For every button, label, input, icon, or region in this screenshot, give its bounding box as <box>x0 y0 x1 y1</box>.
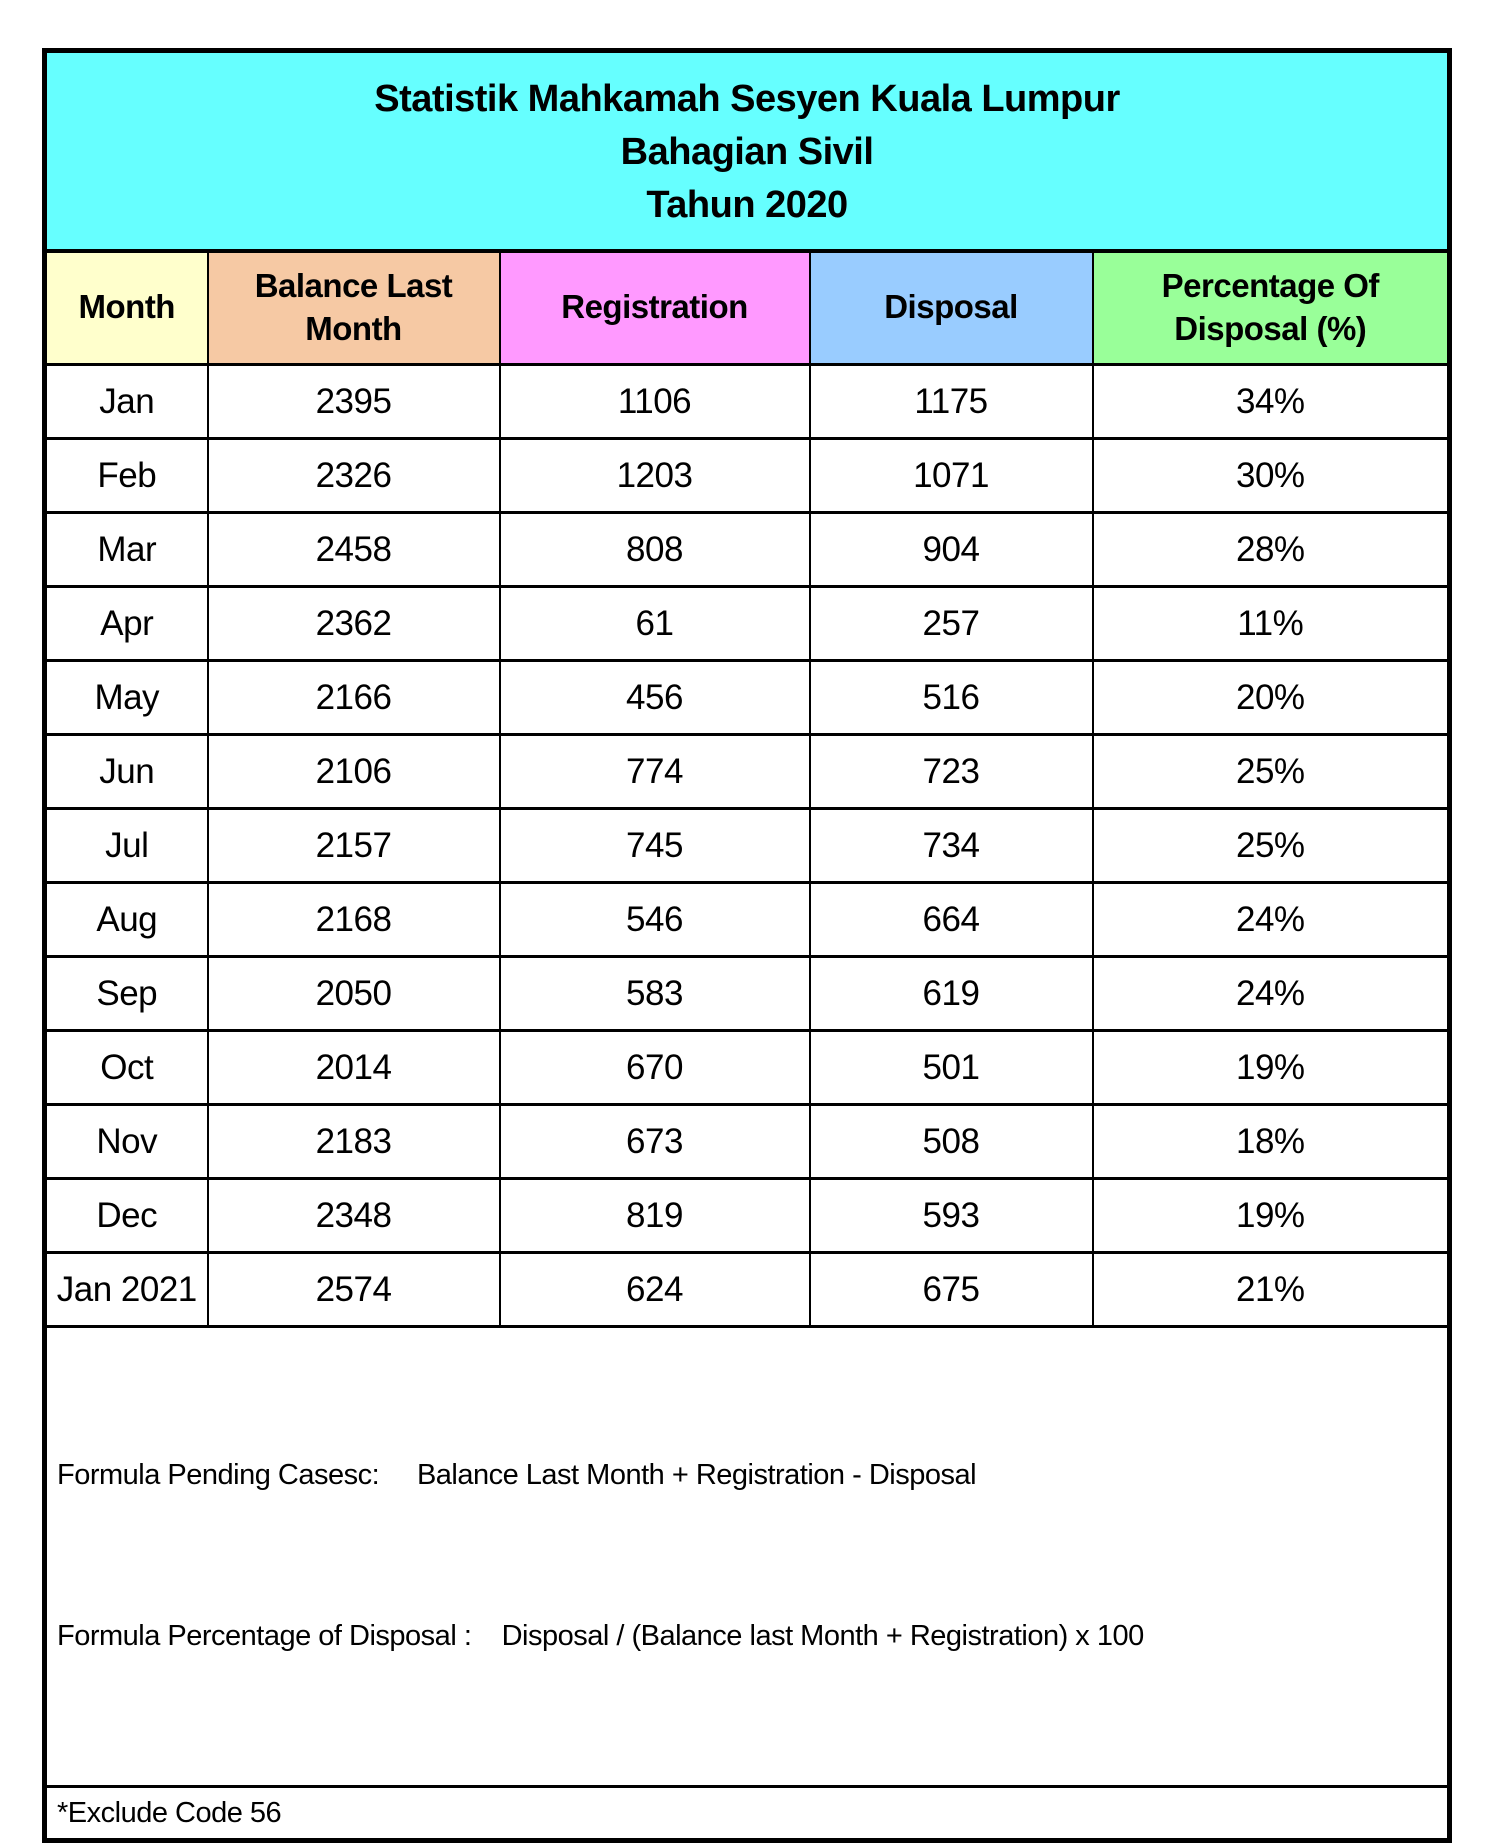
cell-percentage: 28% <box>1093 513 1450 587</box>
cell-registration: 624 <box>500 1253 810 1327</box>
cell-disposal: 664 <box>810 883 1093 957</box>
formula-row <box>45 1327 1450 1787</box>
cell-balance: 2168 <box>208 883 500 957</box>
table-row-mar <box>45 513 1450 587</box>
page-title: Statistik Mahkamah Sesyen Kuala Lumpur <box>374 78 1120 120</box>
cell-registration: 61 <box>500 587 810 661</box>
formula-percentage-disposal: Formula Percentage of Disposal : Disposal / (Balance last Month + Registration) x 100 <box>57 1620 1144 1653</box>
cell-disposal: 734 <box>810 809 1093 883</box>
formula-block <box>45 1327 1450 1787</box>
cell-balance: 2395 <box>208 365 500 439</box>
cell-month: Dec <box>45 1179 208 1253</box>
cell-registration: 456 <box>500 661 810 735</box>
cell-balance: 2362 <box>208 587 500 661</box>
table-row-feb <box>45 439 1450 513</box>
col-header-month: Month <box>45 251 208 365</box>
cell-registration: 1203 <box>500 439 810 513</box>
cell-registration: 546 <box>500 883 810 957</box>
cell-percentage: 20% <box>1093 661 1450 735</box>
cell-disposal: 1071 <box>810 439 1093 513</box>
table-row-jan2021 <box>45 1253 1450 1327</box>
cell-balance: 2326 <box>208 439 500 513</box>
cell-disposal: 904 <box>810 513 1093 587</box>
cell-month: Sep <box>45 957 208 1031</box>
table-row-aug <box>45 883 1450 957</box>
table-row-oct <box>45 1031 1450 1105</box>
exclude-note: *Exclude Code 56 <box>45 1787 1450 1841</box>
cell-registration: 808 <box>500 513 810 587</box>
cell-disposal: 723 <box>810 735 1093 809</box>
table-row-jul <box>45 809 1450 883</box>
cell-disposal: 501 <box>810 1031 1093 1105</box>
cell-percentage: 34% <box>1093 365 1450 439</box>
statistics-table <box>42 48 1452 1843</box>
cell-month: Aug <box>45 883 208 957</box>
title-row <box>45 51 1450 251</box>
page-subtitle-division: Bahagian Sivil <box>620 130 874 173</box>
statistics-sheet <box>42 48 1452 1843</box>
cell-percentage: 18% <box>1093 1105 1450 1179</box>
cell-month: Jul <box>45 809 208 883</box>
cell-disposal: 675 <box>810 1253 1093 1327</box>
title-wrap <box>47 53 1447 249</box>
cell-balance: 2183 <box>208 1105 500 1179</box>
cell-percentage: 19% <box>1093 1179 1450 1253</box>
cell-month: May <box>45 661 208 735</box>
cell-registration: 774 <box>500 735 810 809</box>
cell-month: Jan 2021 <box>45 1253 208 1327</box>
cell-percentage: 30% <box>1093 439 1450 513</box>
col-header-balance: Balance Last Month <box>208 251 500 365</box>
cell-month: Feb <box>45 439 208 513</box>
cell-disposal: 508 <box>810 1105 1093 1179</box>
cell-balance: 2348 <box>208 1179 500 1253</box>
cell-month: Mar <box>45 513 208 587</box>
col-header-percentage: Percentage Of Disposal (%) <box>1093 251 1450 365</box>
cell-disposal: 1175 <box>810 365 1093 439</box>
cell-month: Jan <box>45 365 208 439</box>
cell-registration: 670 <box>500 1031 810 1105</box>
cell-registration: 819 <box>500 1179 810 1253</box>
cell-month: Jun <box>45 735 208 809</box>
cell-registration: 745 <box>500 809 810 883</box>
cell-month: Apr <box>45 587 208 661</box>
col-header-registration: Registration <box>500 251 810 365</box>
cell-percentage: 11% <box>1093 587 1450 661</box>
title-block <box>45 51 1450 251</box>
cell-disposal: 516 <box>810 661 1093 735</box>
table-row-apr <box>45 587 1450 661</box>
cell-month: Oct <box>45 1031 208 1105</box>
cell-disposal: 257 <box>810 587 1093 661</box>
cell-balance: 2166 <box>208 661 500 735</box>
col-header-disposal: Disposal <box>810 251 1093 365</box>
cell-balance: 2106 <box>208 735 500 809</box>
table-row-may <box>45 661 1450 735</box>
cell-balance: 2574 <box>208 1253 500 1327</box>
cell-percentage: 24% <box>1093 957 1450 1031</box>
cell-balance: 2050 <box>208 957 500 1031</box>
cell-percentage: 21% <box>1093 1253 1450 1327</box>
header-row <box>45 251 1450 365</box>
cell-percentage: 24% <box>1093 883 1450 957</box>
cell-registration: 1106 <box>500 365 810 439</box>
cell-percentage: 25% <box>1093 735 1450 809</box>
table-row-dec <box>45 1179 1450 1253</box>
cell-registration: 673 <box>500 1105 810 1179</box>
cell-month: Nov <box>45 1105 208 1179</box>
cell-balance: 2458 <box>208 513 500 587</box>
cell-registration: 583 <box>500 957 810 1031</box>
table-row-jan <box>45 365 1450 439</box>
cell-percentage: 25% <box>1093 809 1450 883</box>
page-subtitle-year: Tahun 2020 <box>646 183 848 226</box>
table-row-nov <box>45 1105 1450 1179</box>
cell-balance: 2014 <box>208 1031 500 1105</box>
cell-percentage: 19% <box>1093 1031 1450 1105</box>
table-row-jun <box>45 735 1450 809</box>
table-row-sep <box>45 957 1450 1031</box>
cell-balance: 2157 <box>208 809 500 883</box>
cell-disposal: 593 <box>810 1179 1093 1253</box>
note-row <box>45 1787 1450 1841</box>
formula-pending-cases: Formula Pending Casesc: Balance Last Month + Registration - Disposal <box>57 1459 977 1492</box>
cell-disposal: 619 <box>810 957 1093 1031</box>
